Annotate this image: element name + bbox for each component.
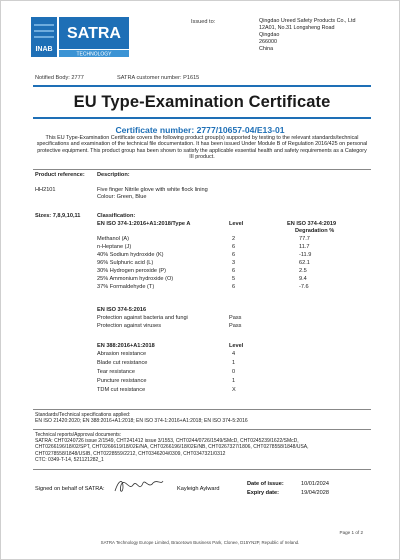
chem-row-degradation: 2.5 [299, 268, 307, 274]
satra-logo [31, 15, 131, 61]
notified-body: Notified Body: 2777 [35, 75, 84, 81]
badge-text: INAB [35, 46, 53, 53]
report-line: CTC: 0349-T-14, 521121282_1 [35, 456, 104, 463]
chem-row-level: 2 [232, 236, 236, 242]
mech-row-level: X [232, 387, 236, 393]
inab-badge-icon [31, 15, 131, 61]
address-line: Qingdao [259, 32, 280, 38]
micro-row-value: Pass [229, 323, 242, 329]
chem-row-name: 96% Sulphuric acid (L) [97, 260, 154, 266]
signatory-name: Kayleigh Aylward [177, 486, 220, 492]
micro-row-name: Protection against bacteria and fungi [97, 315, 188, 321]
chem-row-degradation: 77.7 [299, 236, 310, 242]
mech-row-name: Puncture resistance [97, 378, 147, 384]
chem-row-level: 3 [232, 260, 236, 266]
chem-row-level: 5 [232, 276, 236, 282]
chem-row-degradation: 11.7 [299, 244, 310, 250]
address-line: 12A01, No.31 Longsheng Road [259, 25, 335, 31]
reports-block [35, 432, 369, 463]
chem-row-level: 6 [232, 284, 236, 290]
logo-text: SATRA [67, 25, 121, 42]
issued-address [259, 18, 356, 53]
description-label: Description: [97, 172, 130, 178]
report-line: SATRA: CHT0240726 issue 2/1549, CHT241412 issue 3/1553, CHT0244/0726/1549/SMcD, CHT0245239/1622/SMcD, [35, 438, 299, 445]
mech-row-name: Blade cut resistance [97, 360, 148, 366]
standards-text: EN ISO 21420:2020; EN 388:2016+A1:2018; EN ISO 374-1:2016+A1:2018; EN ISO 374-5:2016 [35, 418, 248, 425]
chem-row-level: 6 [232, 244, 236, 250]
micro-standard: EN ISO 374-5:2016 [97, 307, 147, 313]
micro-row-name: Protection against viruses [97, 323, 162, 329]
chem-degradation-unit: Degradation % [295, 228, 335, 234]
product-colour: Colour: Green, Blue [97, 194, 147, 200]
chem-row-degradation: 62.1 [299, 260, 310, 266]
chem-standard: EN ISO 374-1:2016+A1:2018/Type A [97, 221, 191, 227]
mech-row-level: 4 [232, 351, 236, 357]
footer-address: SATRA Technology Europe Limited, Bracetown Business Park, Clonee, D15YN2P, Republic of Ireland. [100, 540, 300, 545]
issue-date: 10/01/2024 [301, 481, 329, 487]
chem-row-level: 6 [232, 252, 236, 258]
reports-label: Technical reports/Approval documents: [35, 432, 122, 438]
signed-label: Signed on behalf of SATRA: [35, 486, 105, 492]
customer-number: SATRA customer number: P1615 [117, 75, 200, 81]
address-line: 266000 [259, 39, 277, 45]
micro-row-value: Pass [229, 315, 242, 321]
mech-row-level: 1 [232, 360, 236, 366]
signature-icon [113, 475, 165, 497]
classification-label: Classification: [97, 213, 136, 219]
report-line: CHT0278558/1848/USIB, CHT0228559/2212, CHT0346204/0309, CHT0347321/0312 [35, 450, 226, 457]
mech-row-level: 0 [232, 369, 236, 375]
chem-row-name: 37% Formaldehyde (T) [97, 284, 155, 290]
chem-row-name: 40% Sodium hydroxide (K) [97, 252, 164, 258]
expiry-date: 19/04/2028 [301, 490, 329, 496]
report-line: CHT0266196/18/02/SPT, CHT0266619/18/02E/NA, CHT0266196/18/02E/NB, CHT0267327/1806, CHT0278558/1848/USA, [35, 444, 309, 451]
product-description: Five finger Nitrile glove with white flock lining [97, 187, 208, 193]
chem-row-level: 6 [232, 268, 236, 274]
chem-degradation-header: EN ISO 374-4:2019 [287, 221, 337, 227]
mech-row-name: Tear resistance [97, 369, 135, 375]
divider [33, 469, 371, 470]
product-ref: HH2101 [35, 187, 56, 193]
chem-row-degradation: -11.9 [299, 252, 312, 258]
divider [33, 429, 371, 430]
intro-text: This EU Type-Examination Certificate covers the following product group(s) supported by testing to the relevant standards/technical specifications and examination of the technical file documentation. It has been issued Under Module B of Regulation 2016/425 on personal protective equipment. This product group has been shown to satisfy the applicable essential health and safety requirements as a Category III product. [36, 135, 368, 161]
product-sizes: Sizes: 7,8,9,10,11 [35, 213, 81, 219]
certificate-number: Certificate number: 2777/10657-04/E13-01 [115, 125, 285, 135]
chem-row-degradation: 9.4 [299, 276, 307, 282]
chem-level-header: Level [229, 221, 244, 227]
logo-subtext: TECHNOLOGY [76, 51, 112, 58]
mech-row-name: TDM cut resistance [97, 387, 146, 393]
mech-row-name: Abrasion resistance [97, 351, 147, 357]
page-title: EU Type-Examination Certificate [73, 92, 331, 111]
page-number: Page 1 of 2 [339, 530, 363, 535]
chem-row-name: Methanol (A) [97, 236, 130, 242]
product-ref-label: Product reference: [35, 172, 85, 178]
standards-label: Standards/Technical specifications applied: [35, 412, 131, 418]
divider [33, 169, 371, 170]
standards-block [35, 412, 369, 424]
mech-standard: EN 388:2016+A1:2018 [97, 343, 155, 349]
expiry-date-label: Expiry date: [247, 490, 280, 496]
chem-row-name: n-Heptane (J) [97, 244, 132, 250]
issued-to-label: Issued to: [191, 19, 216, 25]
mech-level-header: Level [229, 343, 244, 349]
divider [33, 409, 371, 410]
chem-row-name: 25% Ammonium hydroxide (O) [97, 276, 174, 282]
chem-row-name: 30% Hydrogen peroxide (P) [97, 268, 167, 274]
chem-row-degradation: -7.6 [299, 284, 309, 290]
title-bar [33, 85, 371, 119]
address-line: China [259, 46, 274, 52]
issue-date-label: Date of issue: [247, 481, 284, 487]
mech-row-level: 1 [232, 378, 236, 384]
address-line: Qingdao Ureed Safety Products Co., Ltd [259, 18, 356, 24]
